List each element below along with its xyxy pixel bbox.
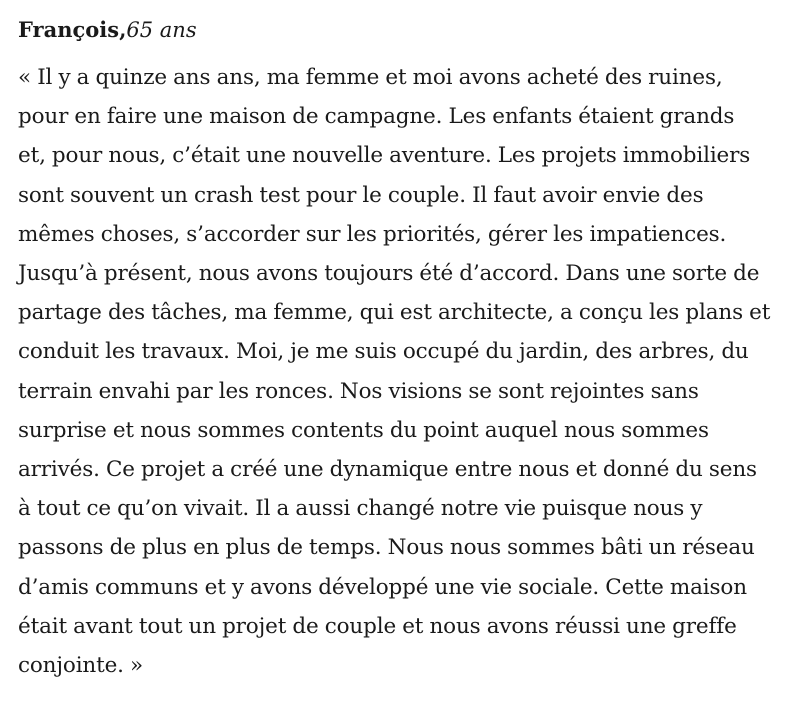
quote-line: à tout ce qu’on vivait. Il a aussi changé notre vie puisque nous y <box>18 496 703 522</box>
quote-line: sont souvent un crash test pour le couple. Il faut avoir envie des <box>18 182 704 208</box>
quote-line: terrain envahi par les ronces. Nos visions se sont rejointes sans <box>18 378 699 404</box>
quote-line: conduit les travaux. Moi, je me suis occupé du jardin, des arbres, du <box>18 339 749 365</box>
testimony-quote <box>18 58 790 685</box>
quote-line: partage des tâches, ma femme, qui est architecte, a conçu les plans et <box>18 300 771 326</box>
quote-line: et, pour nous, c’était une nouvelle aventure. Les projets immobiliers <box>18 143 751 169</box>
author-name: François, <box>18 17 127 42</box>
byline <box>18 14 790 46</box>
quote-line: d’amis communs et y avons développé une vie sociale. Cette maison <box>18 574 747 600</box>
quote-line: « Il y a quinze ans ans, ma femme et moi avons acheté des ruines, <box>18 65 723 90</box>
quote-line: mêmes choses, s’accorder sur les priorités, gérer les impatiences. <box>18 221 727 247</box>
quote-line: était avant tout un projet de couple et nous avons réussi une greffe <box>18 613 737 639</box>
quote-line: pour en faire une maison de campagne. Les enfants étaient grands <box>18 104 735 130</box>
testimony-article <box>18 14 790 685</box>
quote-line: conjointe. » <box>18 653 144 679</box>
quote-line: arrivés. Ce projet a créé une dynamique entre nous et donné du sens <box>18 457 757 483</box>
quote-line: surprise et nous sommes contents du point auquel nous sommes <box>18 417 709 443</box>
quote-line: passons de plus en plus de temps. Nous nous sommes bâti un réseau <box>18 535 755 561</box>
quote-line: Jusqu’à présent, nous avons toujours été d’accord. Dans une sorte de <box>18 261 760 287</box>
author-age: 65 ans <box>126 18 197 42</box>
